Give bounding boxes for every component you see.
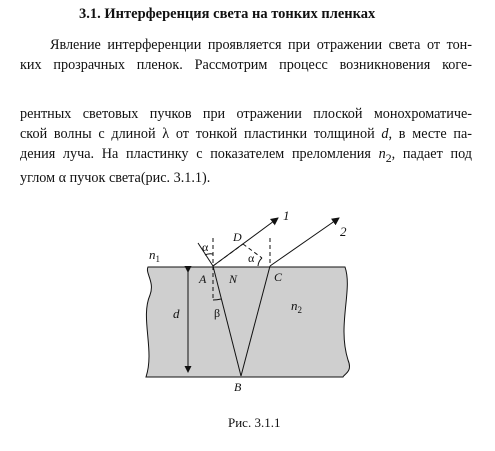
text-run: , падает под [391, 146, 473, 162]
label-point-a: A [199, 272, 207, 286]
refractive-index-variable: n [378, 146, 386, 162]
label-alpha-top: α [202, 240, 209, 254]
paragraph-description-line-1: рентных световых пучков при отражении плоской монохроматиче- [20, 106, 472, 122]
label-point-d: D [233, 230, 242, 244]
text-run: , в месте па- [388, 126, 472, 142]
thin-film-slab [146, 267, 350, 377]
refractive-index-subscript: 2 [385, 150, 392, 165]
text-run: дения луча. На пластинку с показателем преломления [20, 146, 379, 162]
reflected-ray-2 [270, 218, 339, 266]
label-n1-symbol: n [149, 247, 156, 262]
reflected-ray-1 [213, 218, 278, 266]
angle-alpha-arc-at-c [258, 258, 262, 266]
label-point-n: N [229, 272, 238, 286]
label-thickness-d: d [173, 306, 180, 321]
label-alpha-right: α [248, 251, 255, 265]
paragraph-intro-line-2: ких прозрачных пленок. Рассмотрим процесс возникновения коге- [20, 57, 472, 73]
label-n2-subscript: 2 [297, 305, 302, 315]
thickness-variable: d [381, 126, 389, 142]
label-point-c: C [274, 270, 283, 284]
paragraph-intro-line-1: Явление интерференции проявляется при отражении света от тон- [50, 37, 472, 53]
label-n1 [149, 247, 160, 264]
label-n1-subscript: 1 [155, 254, 160, 264]
figure-caption: Рис. 3.1.1 [228, 415, 281, 430]
label-ray-2: 2 [340, 224, 347, 239]
label-ray-1: 1 [283, 208, 290, 223]
label-point-b: B [234, 380, 242, 394]
section-heading: 3.1. Интерференция света на тонких пленках [79, 6, 376, 22]
label-beta: β [214, 306, 221, 320]
label-n2-symbol: n [291, 298, 298, 313]
paragraph-description-line-4: углом α пучок света(рис. 3.1.1). [20, 169, 211, 186]
text-run: ской волны с длиной λ от тонкой пластинки толщиной [20, 126, 382, 142]
